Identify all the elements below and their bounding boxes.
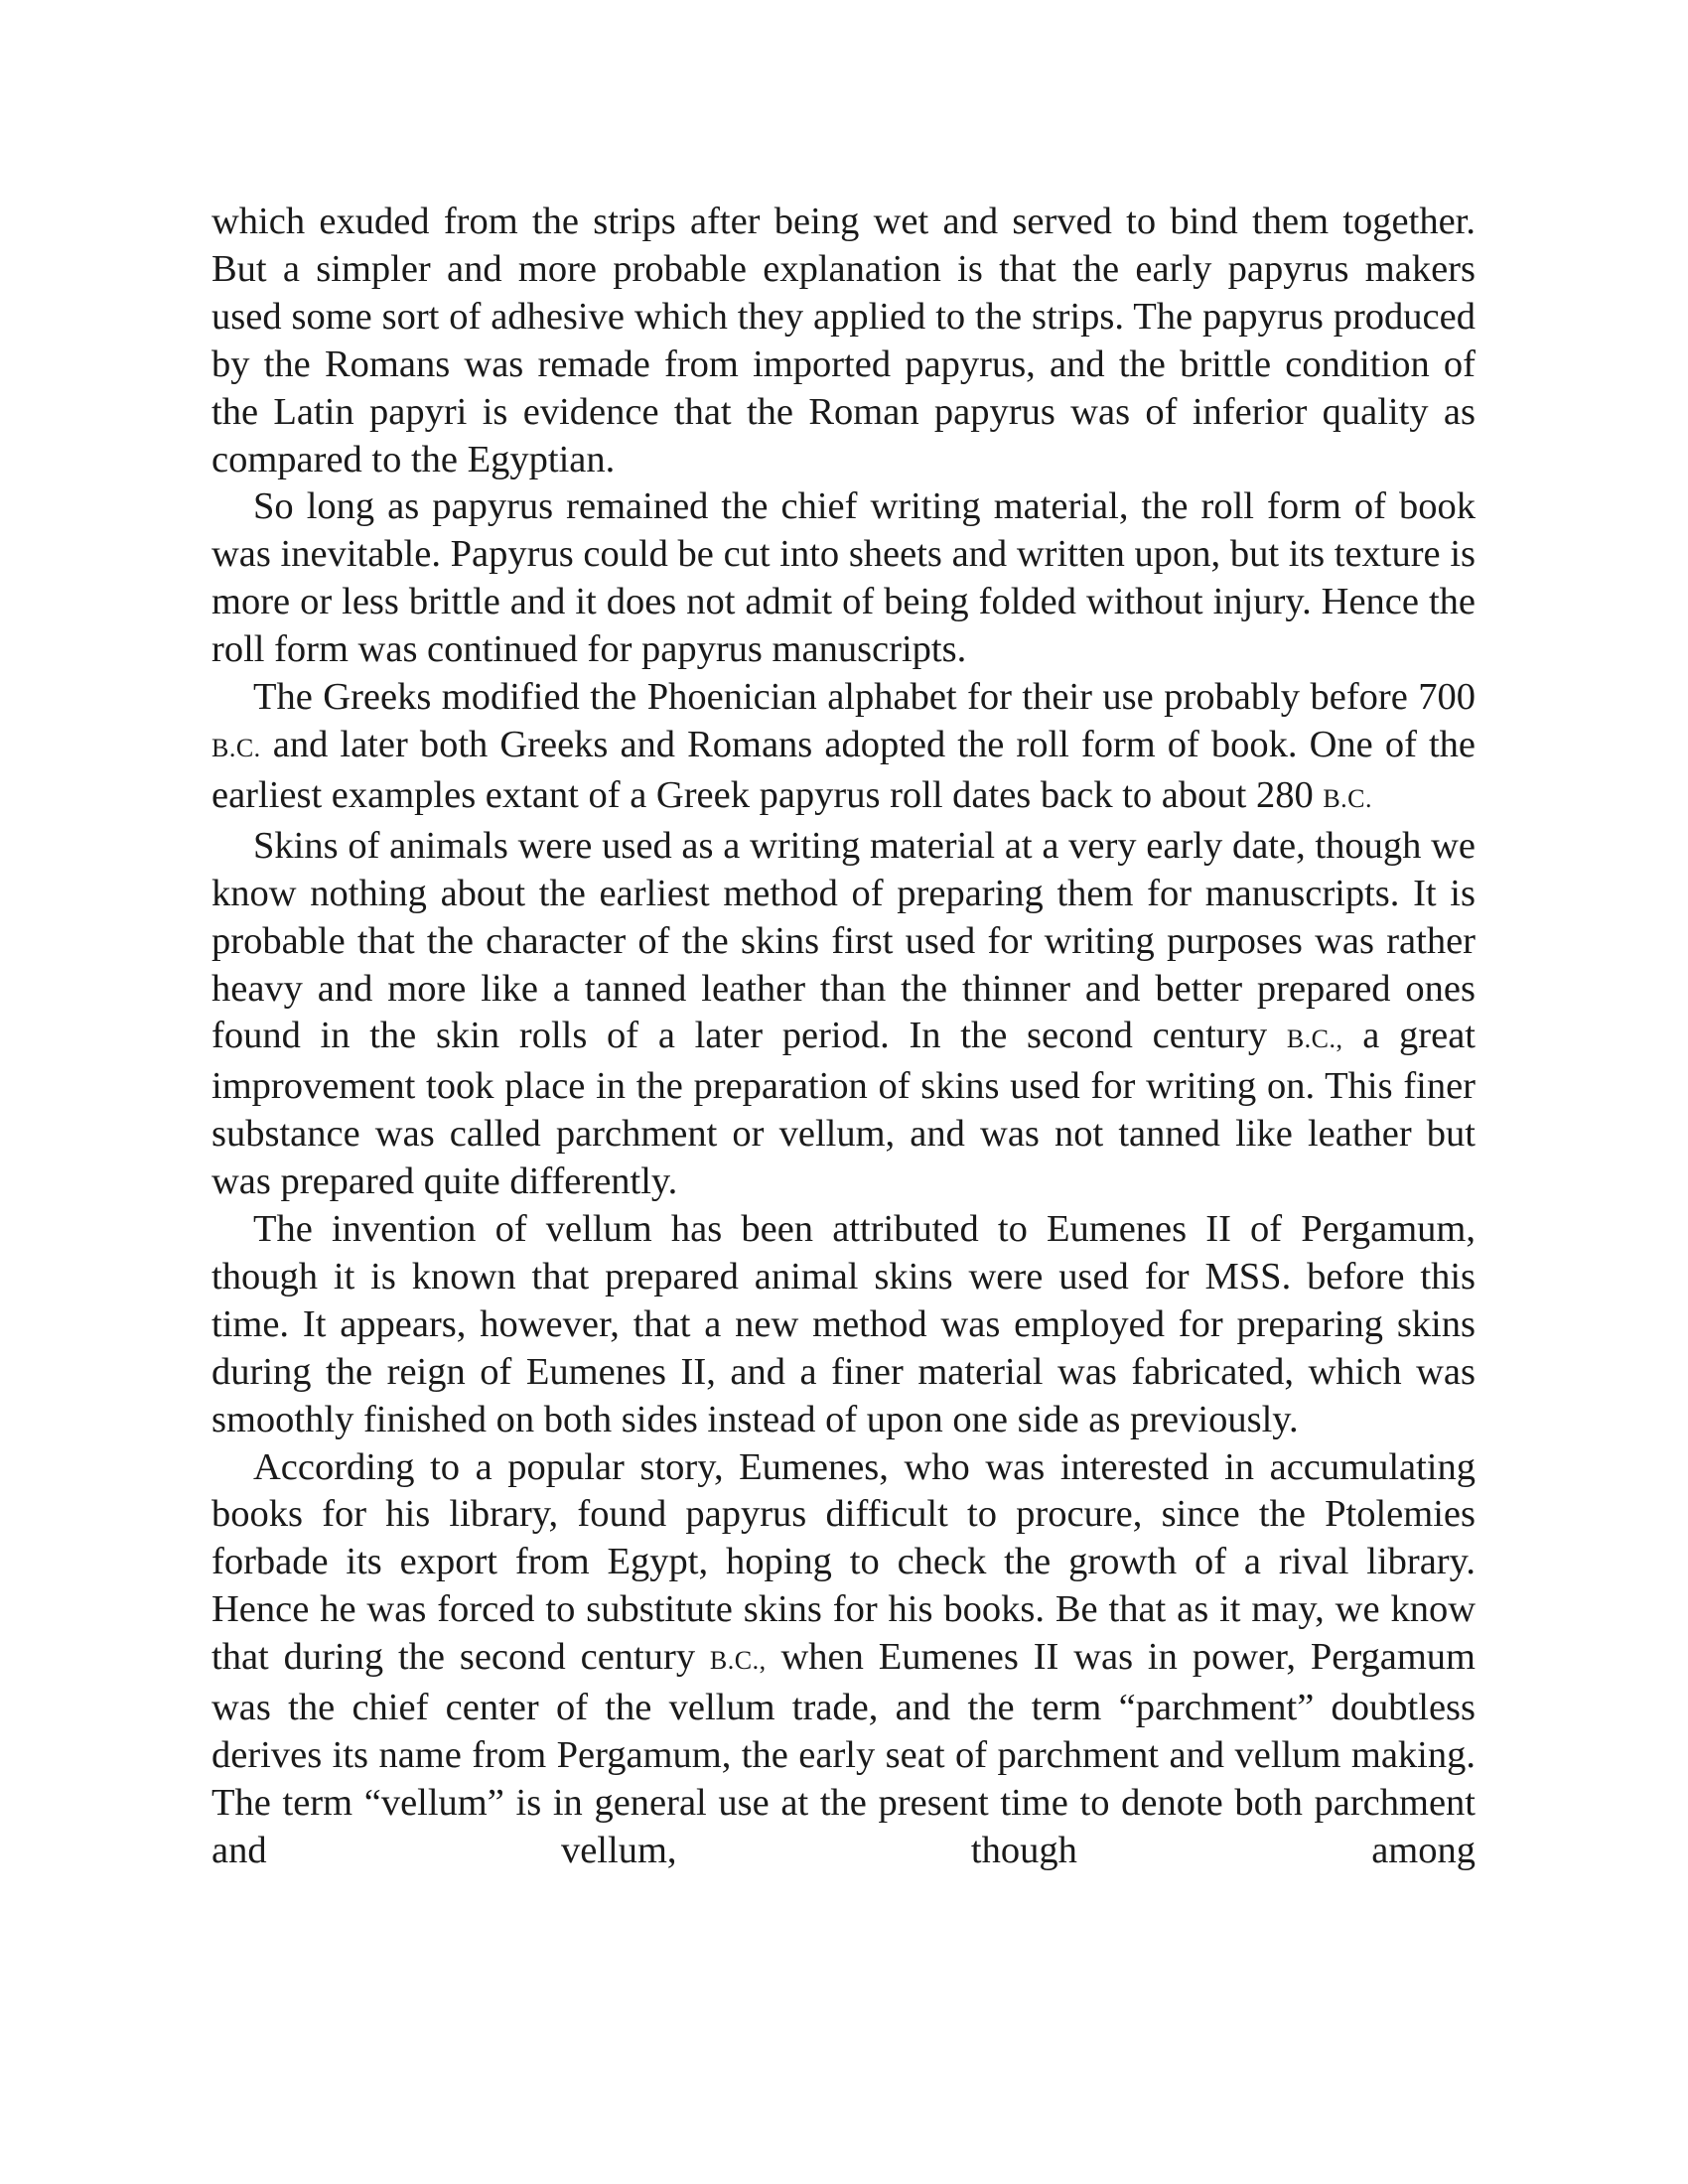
era-abbreviation: B.C. <box>211 733 261 762</box>
paragraph-3-text-a: The Greeks modified the Phoenician alphabet for their use probably before 700 <box>253 676 1476 719</box>
paragraph-4-text-b: a great improvement took place in the preparation of skins used for writing on. This finer substance was called parchment or vellum, and was not tanned like leather but was prepared quite differently. <box>211 1015 1476 1203</box>
paragraph-5-text: The invention of vellum has been attributed to Eumenes II of Pergamum, though it is known that prepared animal skins were used for MSS. before this time. It appears, however, that a new method was employed for preparing skins during the reign of Eumenes II, and a finer material was fabricated, which was smoothly finished on both sides instead of upon one side as previously. <box>211 1208 1476 1440</box>
paragraph-3 <box>211 674 1476 823</box>
paragraph-3-text-b: and later both Greeks and Romans adopted the roll form of book. One of the earliest examples extant of a Greek papyrus roll dates back to about 280 <box>211 723 1476 816</box>
paragraph-1-text: which exuded from the strips after being wet and served to bind them together. But a simpler and more probable explanation is that the early papyrus makers used some sort of adhesive which they applied to the strips. The papyrus produced by the Romans was remade from imported papyrus, and the brittle condition of the Latin papyri is evidence that the Roman papyrus was of inferior quality as compared to the Egyptian. <box>211 201 1476 480</box>
paragraph-4 <box>211 823 1476 1206</box>
paragraph-2 <box>211 483 1476 674</box>
era-abbreviation: B.C., <box>1286 1024 1343 1054</box>
era-abbreviation: B.C., <box>709 1646 767 1676</box>
paragraph-6-text-a: According to a popular story, Eumenes, who was interested in accumulating books for his library, found papyrus difficult to procure, since the Ptolemies forbade its export from Egypt, hoping to check the growth of a rival library. Hence he was forced to substitute skins for his books. Be that as it may, we know that during the second century <box>211 1445 1476 1679</box>
paragraph-6-text-b: when Eumenes II was in power, Pergamum was the chief center of the vellum trade, and the term “parchment” doubtless derives its name from Pergamum, the early seat of parchment and vellum making. The term “vellum” is in general use at the present time to denote both parchment and vellum, though among <box>211 1636 1476 1871</box>
paragraph-4-text-a: Skins of animals were used as a writing material at a very early date, though we know nothing about the earliest method of preparing them for manuscripts. It is probable that the character of the skins first used for writing purposes was rather heavy and more like a tanned leather than the thinner and better prepared ones found in the skin rolls of a later period. In the second century <box>211 824 1476 1057</box>
paragraph-2-text: So long as papyrus remained the chief writing material, the roll form of book was inevitable. Papyrus could be cut into sheets and written upon, but its texture is more or less brittle and it does not admit of being folded without injury. Hence the roll form was continued for papyrus manuscripts. <box>211 485 1476 671</box>
paragraph-6 <box>211 1444 1476 1875</box>
paragraph-5 <box>211 1206 1476 1444</box>
paragraph-1 <box>211 199 1476 483</box>
era-abbreviation: B.C. <box>1323 783 1373 813</box>
book-page <box>211 199 1476 1875</box>
